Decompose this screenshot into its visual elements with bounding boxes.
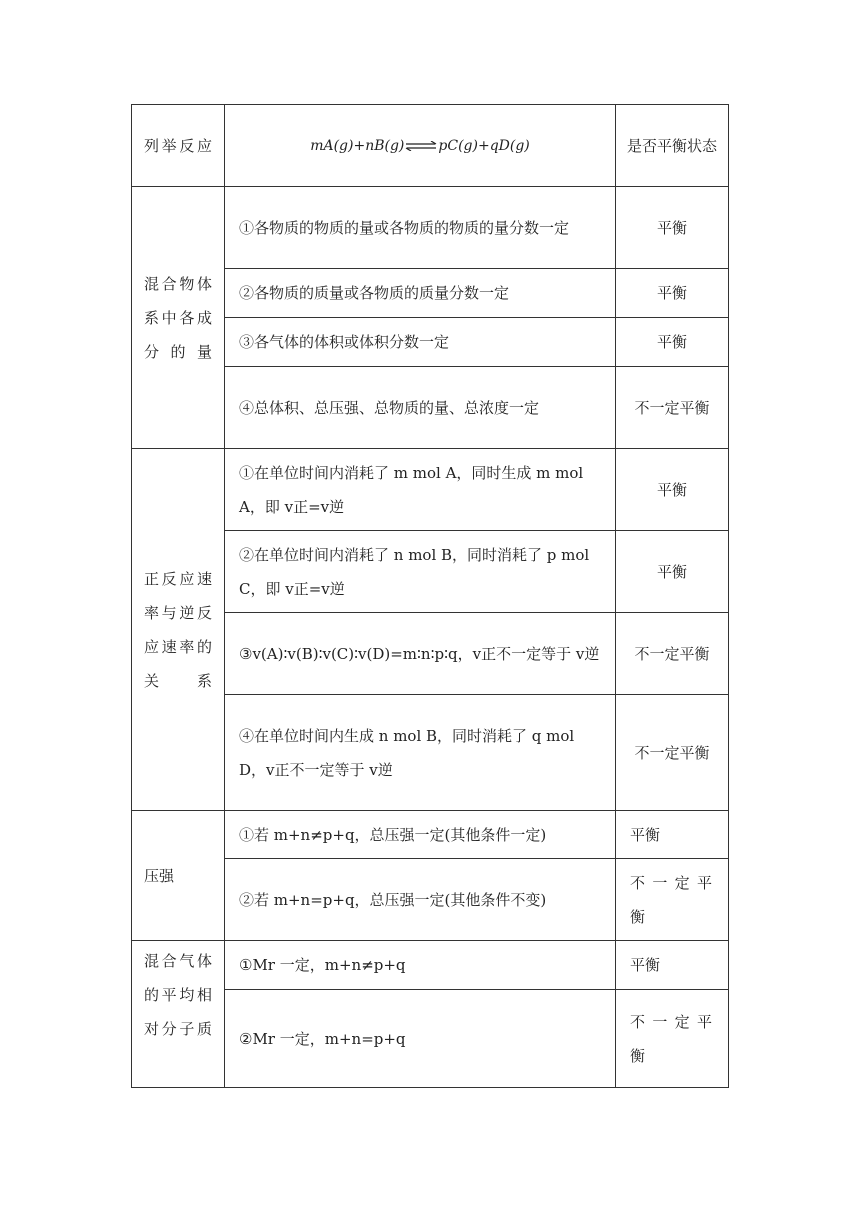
equation-right: pC(g)+qD(g) [438, 137, 530, 154]
condition-cell: ①Mr 一定，m+n≠p+q [225, 941, 616, 990]
result-cell: 平衡 [616, 269, 729, 318]
result-cell: 平衡 [616, 318, 729, 367]
category-molar-mass: 混合气体的平均相对分子质 [132, 941, 225, 1088]
condition-cell: ②若 m+n=p+q，总压强一定(其他条件不变) [225, 859, 616, 941]
condition-cell: ④在单位时间内生成 n mol B，同时消耗了 q mol D，v正不一定等于 v逆 [225, 695, 616, 811]
category-rate: 正反应速率与逆反应速率的关系 [132, 449, 225, 811]
result-cell: 平衡 [616, 449, 729, 531]
equation-left: mA(g)+nB(g) [310, 137, 405, 154]
condition-cell: ④总体积、总压强、总物质的量、总浓度一定 [225, 367, 616, 449]
result-cell: 平衡 [616, 941, 729, 990]
equilibrium-table [131, 104, 729, 1088]
table-row [132, 941, 729, 990]
condition-cell: ①若 m+n≠p+q，总压强一定(其他条件一定) [225, 811, 616, 859]
header-equation [225, 105, 616, 187]
result-cell: 不一定平衡 [616, 695, 729, 811]
result-cell: 平衡 [616, 811, 729, 859]
result-cell: 不一定平衡 [616, 990, 729, 1088]
result-cell: 平衡 [616, 531, 729, 613]
result-cell: 不一定平衡 [616, 613, 729, 695]
reversible-arrow-icon [405, 141, 437, 151]
condition-cell: ①各物质的物质的量或各物质的物质的量分数一定 [225, 187, 616, 269]
table-row [132, 449, 729, 531]
category-pressure: 压强 [132, 811, 225, 941]
result-cell: 不一定平衡 [616, 859, 729, 941]
header-status: 是否平衡状态 [616, 105, 729, 187]
table-row [132, 811, 729, 859]
condition-cell: ③v(A)∶v(B)∶v(C)∶v(D)=m∶n∶p∶q，v正不一定等于 v逆 [225, 613, 616, 695]
result-cell: 平衡 [616, 187, 729, 269]
condition-cell: ①在单位时间内消耗了 m mol A，同时生成 m mol A，即 v正=v逆 [225, 449, 616, 531]
category-amount: 混合物体系中各成分的量 [132, 187, 225, 449]
table-row [132, 187, 729, 269]
condition-cell: ②在单位时间内消耗了 n mol B，同时消耗了 p mol C，即 v正=v逆 [225, 531, 616, 613]
header-reaction: 列举反应 [132, 105, 225, 187]
header-row [132, 105, 729, 187]
result-cell: 不一定平衡 [616, 367, 729, 449]
condition-cell: ③各气体的体积或体积分数一定 [225, 318, 616, 367]
condition-cell: ②各物质的质量或各物质的质量分数一定 [225, 269, 616, 318]
condition-cell: ②Mr 一定，m+n=p+q [225, 990, 616, 1088]
